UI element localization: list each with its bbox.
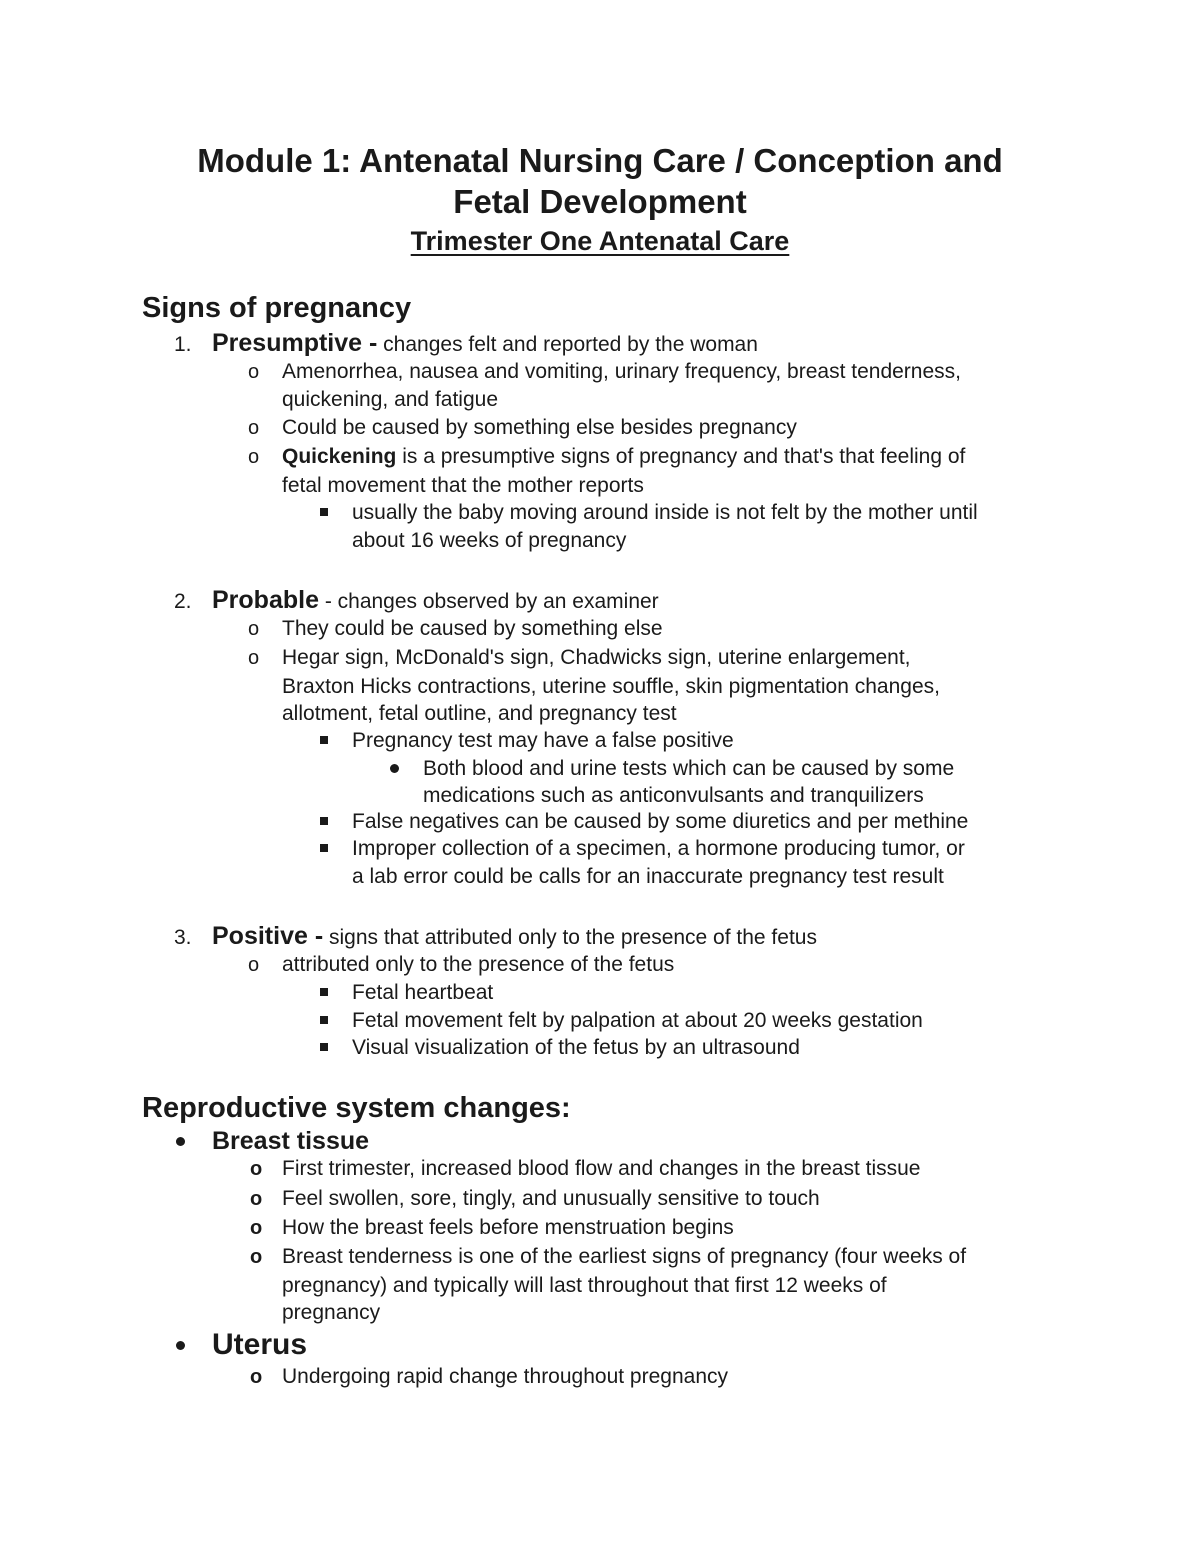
- square-bullet-icon: [320, 1043, 328, 1051]
- square-bullet-icon: [320, 988, 328, 996]
- document-title-line-1: Module 1: Antenatal Nursing Care / Conception and: [197, 142, 1003, 179]
- hollow-bullet-icon: o: [250, 1188, 263, 1210]
- list-item: Quickening is a presumptive signs of pregnancy and that's that feeling of: [282, 445, 966, 468]
- list-number: 3.: [174, 926, 192, 949]
- filled-bullet-icon: [176, 1341, 185, 1350]
- list-item: Hegar sign, McDonald's sign, Chadwicks sign, uterine enlargement,: [282, 646, 911, 669]
- list-item: Visual visualization of the fetus by an ultrasound: [352, 1036, 800, 1059]
- list-item: Amenorrhea, nausea and vomiting, urinary frequency, breast tenderness,: [282, 360, 961, 383]
- hollow-bullet-icon: o: [250, 1366, 263, 1388]
- square-bullet-icon: [320, 736, 328, 744]
- list-item-continuation: pregnancy) and typically will last throughout that first 12 weeks of: [282, 1274, 887, 1297]
- list-item: usually the baby moving around inside is not felt by the mother until: [352, 501, 978, 524]
- list-item: Both blood and urine tests which can be caused by some: [423, 757, 955, 780]
- square-bullet-icon: [320, 844, 328, 852]
- square-bullet-icon: [320, 817, 328, 825]
- list-item: They could be caused by something else: [282, 617, 663, 640]
- list-item: Undergoing rapid change throughout pregnancy: [282, 1365, 728, 1388]
- list-item: attributed only to the presence of the fetus: [282, 953, 675, 976]
- list-item-continuation: about 16 weeks of pregnancy: [352, 529, 627, 552]
- term-positive: Positive -: [212, 922, 324, 950]
- hollow-bullet-icon: o: [250, 1158, 263, 1180]
- list-item: Feel swollen, sore, tingly, and unusually sensitive to touch: [282, 1187, 820, 1210]
- list-item: Could be caused by something else besides pregnancy: [282, 416, 797, 439]
- hollow-bullet-icon: o: [248, 954, 260, 976]
- hollow-bullet-icon: o: [248, 361, 260, 383]
- list-item-probable: [174, 586, 659, 616]
- list-item: Fetal heartbeat: [352, 981, 494, 1004]
- term-description: signs that attributed only to the presence of the fetus: [323, 926, 817, 949]
- list-item-continuation: fetal movement that the mother reports: [282, 474, 644, 497]
- section-heading-reproductive: Reproductive system changes:: [142, 1092, 571, 1124]
- list-item: First trimester, increased blood flow and changes in the breast tissue: [282, 1157, 921, 1180]
- square-bullet-icon: [320, 1016, 328, 1024]
- list-item-positive: [174, 922, 817, 952]
- term-description: changes felt and reported by the woman: [377, 333, 758, 356]
- list-item-continuation: a lab error could be calls for an inaccurate pregnancy test result: [352, 865, 944, 888]
- list-item: Breast tenderness is one of the earliest signs of pregnancy (four weeks of: [282, 1245, 967, 1268]
- list-item: How the breast feels before menstruation begins: [282, 1216, 734, 1239]
- hollow-bullet-icon: o: [248, 647, 260, 669]
- term-quickening: Quickening: [282, 445, 397, 468]
- subsection-label-uterus: Uterus: [212, 1328, 308, 1361]
- list-item: Fetal movement felt by palpation at about 20 weeks gestation: [352, 1009, 923, 1032]
- list-item: Improper collection of a specimen, a hormone producing tumor, or: [352, 837, 965, 860]
- list-item-continuation: medications such as anticonvulsants and tranquilizers: [423, 784, 924, 807]
- list-item-continuation: Braxton Hicks contractions, uterine souffle, skin pigmentation changes,: [282, 675, 940, 698]
- hollow-bullet-icon: o: [248, 417, 260, 439]
- term-description: - changes observed by an examiner: [318, 590, 659, 613]
- filled-bullet-icon: [390, 764, 399, 773]
- hollow-bullet-icon: o: [248, 446, 260, 468]
- filled-bullet-icon: [176, 1137, 185, 1146]
- document-subtitle: Trimester One Antenatal Care: [410, 226, 790, 256]
- hollow-bullet-icon: o: [250, 1246, 263, 1268]
- subsection-label-breast-tissue: Breast tissue: [212, 1127, 370, 1155]
- section-heading-signs: Signs of pregnancy: [142, 292, 412, 324]
- term-presumptive: Presumptive -: [212, 329, 378, 357]
- document-title-line-2: Fetal Development: [453, 183, 747, 220]
- list-item-presumptive: [174, 329, 758, 359]
- hollow-bullet-icon: o: [248, 618, 260, 640]
- list-number: 1.: [174, 333, 192, 356]
- list-item-continuation: pregnancy: [282, 1301, 381, 1324]
- list-item-continuation: allotment, fetal outline, and pregnancy test: [282, 702, 677, 725]
- list-number: 2.: [174, 590, 192, 613]
- list-item: Pregnancy test may have a false positive: [352, 729, 734, 752]
- term-probable: Probable: [212, 586, 319, 614]
- hollow-bullet-icon: o: [250, 1217, 263, 1239]
- square-bullet-icon: [320, 508, 328, 516]
- list-item: False negatives can be caused by some diuretics and per methine: [352, 810, 969, 833]
- list-item-continuation: quickening, and fatigue: [282, 388, 498, 411]
